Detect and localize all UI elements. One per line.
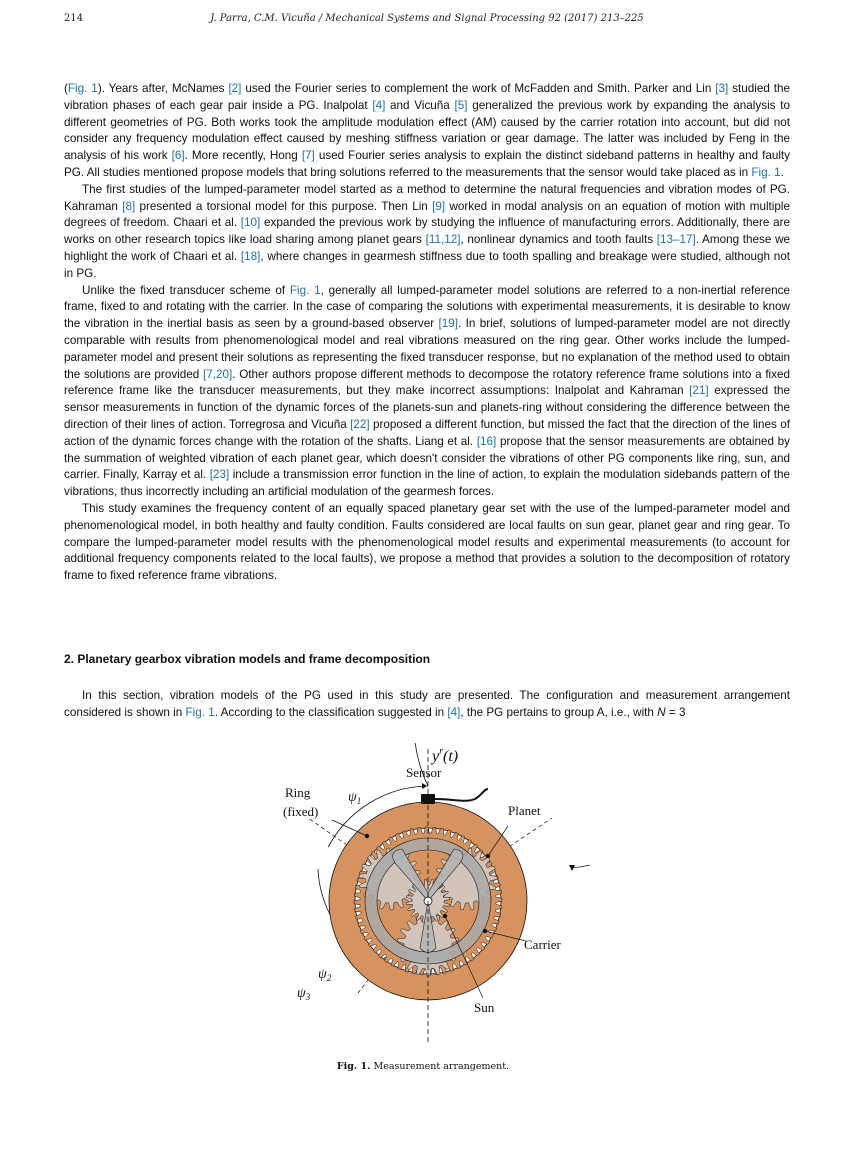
text-run: . Among these we highlight the work of Chaari et al. bbox=[64, 233, 791, 263]
text-run: and Vicuña bbox=[385, 98, 455, 112]
carrier-label: Carrier bbox=[524, 937, 561, 952]
text-run: . bbox=[780, 165, 784, 179]
text-run: ( bbox=[64, 82, 68, 95]
signal-label: $y^r(t)$ bbox=[432, 746, 459, 765]
paragraph bbox=[64, 182, 790, 283]
sensor-icon bbox=[421, 794, 435, 804]
section-intro bbox=[64, 688, 790, 722]
ring-label: Ring bbox=[285, 785, 311, 800]
paragraph bbox=[64, 81, 790, 182]
text-run: include a transmission error function in the line of action, to explain the modulation sidebands pattern of the vibrations, thus incorrectly including an artificial modulation of the gearmesh forces. bbox=[64, 468, 790, 499]
text-run: ). Years after, McNames bbox=[97, 82, 229, 95]
citation-link[interactable]: [3] bbox=[715, 82, 729, 95]
sun-label: Sun bbox=[474, 1000, 495, 1015]
citation-link[interactable]: [10] bbox=[240, 216, 261, 230]
text-run: . According to the classification suggested in bbox=[214, 705, 448, 719]
citation-link[interactable]: [13–17] bbox=[656, 233, 696, 247]
citation-link[interactable]: [18] bbox=[240, 249, 261, 263]
citation-link[interactable]: [22] bbox=[350, 417, 370, 431]
citation-link[interactable]: [9] bbox=[432, 199, 446, 213]
citation-link[interactable]: [23] bbox=[209, 468, 230, 482]
text-run: generalized the previous work by expanding the analysis to different geometries of PG. Both works took the amplitude modulation effect (AM) caused by the carrier rotation into account, but did not consider any frequency modulation effect caused by meshing stiffness variation or gear damage. The latter was included by Feng in the analysis of his work bbox=[64, 98, 790, 163]
journal-citation: J. Parra, C.M. Vicuña / Mechanical Systems and Signal Processing 92 (2017) 213–225 bbox=[210, 13, 644, 24]
citation-link[interactable]: [2] bbox=[228, 82, 242, 95]
math-symbol: N bbox=[657, 705, 666, 719]
text-run: This study examines the frequency content of an equally spaced planetary gear set with the use of the lumped-parameter model and phenomenological model, in both healthy and faulty condition. Faults considered are local faults on sun gear, planet gear and ring gear. To compare the lumped-parameter model results with the phenomenological model results and experimental measurements (to account for additional frequency components related to the local faults), we propose a method that provides a solution to the decomposition of rotatory frame to fixed reference frame vibrations. bbox=[64, 501, 790, 583]
citation-link[interactable]: [7,20] bbox=[202, 367, 233, 381]
text-run: In this section, vibration models of the PG used in this study are presented. The configuration and measurement arrangement considered is shown in bbox=[64, 689, 790, 719]
text-run: . In brief, solutions of lumped-parameter model are not directly comparable with results from phenomenological model and real vibrations measured on the ring gear. Other works include the lumped-parameter model and present their solutions as representing the fixed transducer response, but no explanation of the method used to obtain the solutions are provided bbox=[64, 317, 791, 381]
figure-caption-text: Measurement arrangement. bbox=[373, 1061, 510, 1072]
citation-link[interactable]: [11,12] bbox=[425, 233, 461, 247]
ring-fixed-label: (fixed) bbox=[283, 804, 319, 819]
text-run: . Other authors propose different methods to decompose the rotatory reference frame solutions into a fixed reference frame like the transducer measurements, but they make incorrect assumptions: Inalpolat and Kahraman bbox=[64, 367, 791, 398]
text-run: . More recently, Hong bbox=[184, 149, 302, 163]
text-run: expanded the previous work by studying the influence of manufacturing errors. Additionally, there are works on other research topics like load sharing among planet gears bbox=[64, 216, 790, 247]
text-run: studied the vibration phases of each gear pair inside a PG. Inalpolat bbox=[64, 82, 791, 112]
citation-link[interactable]: [6] bbox=[171, 149, 185, 163]
text-run: propose that the sensor measurements are obtained by the summation of weighted vibration of each planet gear, which doesn't consider the vibrations of other PG components like ring, sun, and carrier. Finally, Karray et al. bbox=[64, 434, 790, 482]
citation-link[interactable]: [4] bbox=[447, 705, 461, 719]
text-run: worked in modal analysis on an equation of motion with multiple degrees of freedom. Chaari et al. bbox=[64, 199, 790, 230]
citation-link[interactable]: [19] bbox=[438, 317, 458, 331]
psi1-label: $\psi_1$ bbox=[348, 790, 362, 806]
citation-link[interactable]: [7] bbox=[301, 149, 315, 163]
paragraph bbox=[64, 283, 790, 501]
citation-link[interactable]: Fig. 1 bbox=[289, 283, 321, 297]
body-text bbox=[64, 81, 790, 585]
running-header bbox=[64, 13, 790, 29]
text-run: used the Fourier series to complement the work of McFadden and Smith. Parker and Lin bbox=[241, 82, 716, 95]
planet-label: Planet bbox=[508, 803, 541, 818]
text-run: proposed a different function, but missed the fact that the direction of the lines of action of the dynamic forces change with the rotation of the shafts. Liang et al. bbox=[64, 417, 790, 448]
citation-link[interactable]: [4] bbox=[372, 98, 386, 112]
sensor-cable bbox=[435, 789, 488, 801]
citation-link[interactable]: [21] bbox=[689, 384, 709, 398]
text-run: expressed the sensor measurements in function of the dynamic forces of the planets-sun and planets-ring without considering the difference between the direction of their lines of action. Torregrosa and Vicuña bbox=[64, 384, 790, 431]
page-number: 214 bbox=[64, 13, 84, 24]
figure-caption-label: Fig. 1. bbox=[336, 1061, 371, 1072]
citation-link[interactable]: Fig. 1 bbox=[67, 82, 98, 95]
citation-link[interactable]: [16] bbox=[476, 434, 497, 448]
psi2-label: $\psi_2$ bbox=[318, 967, 332, 983]
text-run: , where changes in gearmesh stiffness due to tooth spalling and breakage were studied, although not in PG. bbox=[64, 249, 790, 280]
text-run: , the PG pertains to group A, i.e., with bbox=[460, 705, 658, 719]
text-run: presented a torsional model for this purpose. Then Lin bbox=[135, 199, 433, 213]
text-run: , nonlinear dynamics and tooth faults bbox=[460, 233, 657, 247]
text-run: Unlike the fixed transducer scheme of bbox=[82, 283, 290, 297]
arrowhead bbox=[422, 783, 427, 789]
citation-link[interactable]: Fig. 1 bbox=[185, 705, 215, 719]
sensor-label: Sensor bbox=[406, 765, 442, 780]
planetary-gear-diagram bbox=[270, 743, 590, 1058]
psi3-label: $\psi_3$ bbox=[297, 986, 311, 1002]
text-run: used Fourier series analysis to explain the distinct sideband patterns in healthy and faulty PG. All studies mentioned propose models that bring solutions referred to the measurements that the sensor would take placed as in bbox=[64, 149, 791, 179]
citation-link[interactable]: [8] bbox=[122, 199, 136, 213]
figure-caption bbox=[0, 1061, 846, 1072]
text-run: , generally all lumped-parameter model solutions are referred to a non-inertial reference frame, fixed to and rotating with the carrier. In the case of comparing the solutions with experimental measurements, it is desirable to know the vibration in the inertial basis as seen by a ground-based observer bbox=[64, 283, 790, 331]
text-run: The first studies of the lumped-parameter model started as a method to determine the natural frequencies and vibration modes of PG. Kahraman bbox=[64, 182, 790, 213]
paragraph bbox=[64, 688, 790, 722]
paragraph bbox=[64, 501, 790, 585]
section-heading: 2. Planetary gearbox vibration models and frame decomposition bbox=[64, 652, 431, 666]
citation-link[interactable]: Fig. 1 bbox=[751, 165, 781, 179]
figure-1 bbox=[270, 743, 590, 1058]
citation-link[interactable]: [5] bbox=[454, 98, 468, 112]
text-run: = 3 bbox=[665, 705, 686, 719]
